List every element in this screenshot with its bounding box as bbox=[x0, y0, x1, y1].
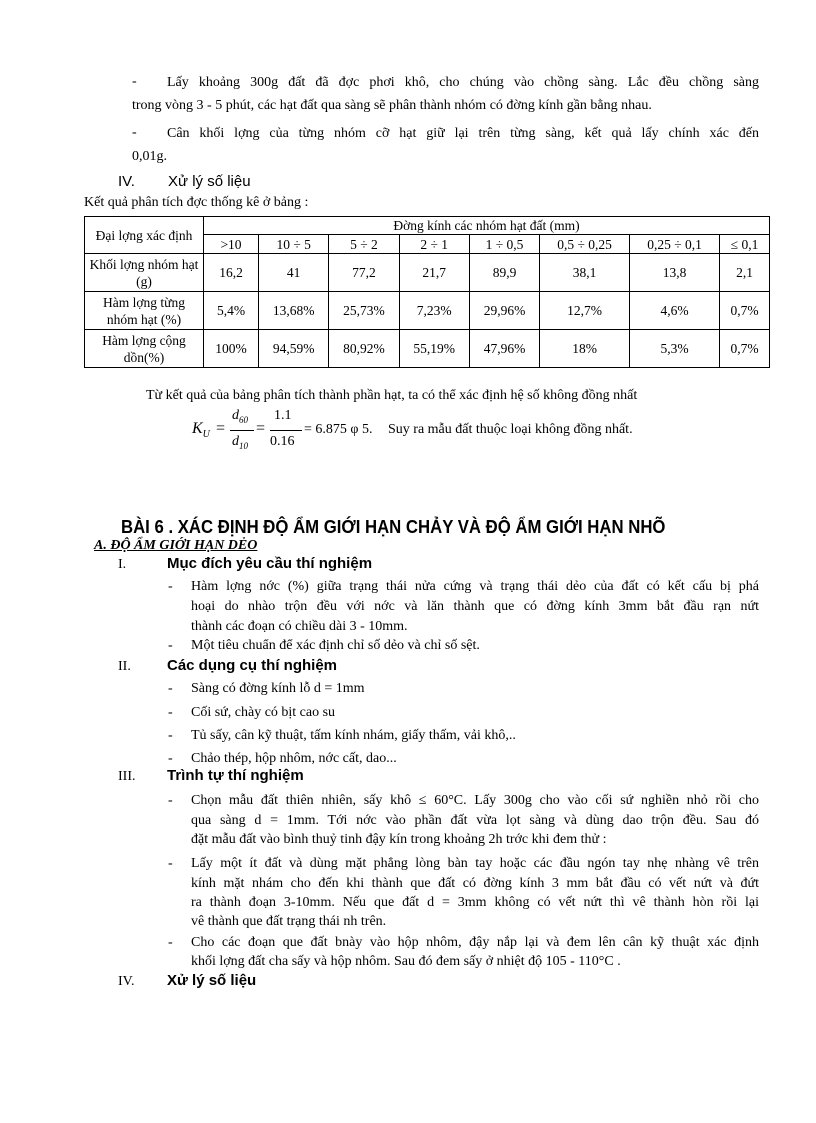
bullet-2-line-1: Cân khối lợng của từng nhóm cỡ hạt giữ lại trên từng sàng, kết quả lấy chính xác đến bbox=[167, 126, 759, 141]
table-cell: 41 bbox=[259, 254, 329, 292]
s3-item-2-l1: Lấy một ít đất và dùng mặt phẳng lòng bàn tay hoặc các đầu ngón tay nhẹ nhàng vê trên bbox=[191, 856, 759, 871]
bullet-dash: - bbox=[168, 681, 173, 696]
table-cell: 4,6% bbox=[630, 292, 720, 330]
fraction-bar bbox=[270, 430, 302, 431]
bullet-dash: - bbox=[132, 125, 137, 140]
conclusion-tail: Suy ra mẫu đất thuộc loại không đồng nhất. bbox=[388, 422, 633, 437]
table-cell: 77,2 bbox=[329, 254, 399, 292]
s3-item-2-l2: kính mặt nhám cho đến khi thành que đất có đờng kính 3 mm bắt đầu có vết nứt và đứt bbox=[191, 876, 759, 891]
table-corner-header: Đại lợng xác định bbox=[85, 217, 204, 254]
s1-item-1-l2: hoại do nhào trộn đều với nớc và lăn thành que có đờng kính 3mm bắt đầu rạn nứt bbox=[191, 599, 759, 614]
table-cell: 21,7 bbox=[399, 254, 469, 292]
fraction-bar bbox=[230, 430, 254, 431]
uniformity-formula bbox=[192, 408, 692, 454]
table-cell: 89,9 bbox=[469, 254, 539, 292]
s2-item: Cối sứ, chày có bịt cao su bbox=[191, 705, 336, 720]
table-intro: Kết quả phân tích đợc thống kê ở bảng : bbox=[84, 195, 309, 210]
table-cell: 55,19% bbox=[399, 330, 469, 368]
row-label: Hàm lợng từng nhóm hạt (%) bbox=[85, 292, 204, 330]
part-a-heading: A. ĐỘ ẨM GIỚI HẠN DẺO bbox=[94, 538, 258, 553]
d10: $d_{10}$ bbox=[232, 434, 248, 451]
lesson-6-title: BÀI 6 . XÁC ĐỊNH ĐỘ ẨM GIỚI HẠN CHẢY VÀ ĐỘ ẨM GIỚI HẠN NHÕ bbox=[121, 517, 666, 537]
denominator: 0.16 bbox=[270, 434, 295, 449]
equals-sign: = bbox=[256, 420, 266, 437]
s2-item: Chảo thép, hộp nhôm, nớc cất, dao... bbox=[191, 751, 397, 766]
col-header: 2 ÷ 1 bbox=[399, 235, 469, 254]
table-cell: 16,2 bbox=[204, 254, 259, 292]
table-cell: 0,7% bbox=[720, 292, 770, 330]
table-cell: 94,59% bbox=[259, 330, 329, 368]
table-cell: 2,1 bbox=[720, 254, 770, 292]
s2-title: Các dụng cụ thí nghiệm bbox=[167, 657, 338, 674]
s4-title: Xử lý số liệu bbox=[167, 972, 257, 989]
table-cell: 13,8 bbox=[630, 254, 720, 292]
bullet-dash: - bbox=[132, 74, 137, 89]
table-group-header: Đờng kính các nhóm hạt đất (mm) bbox=[204, 217, 770, 235]
s3-title: Trình tự thí nghiệm bbox=[167, 767, 304, 784]
section-4-number: IV. bbox=[118, 173, 135, 190]
d60: $d_{60}$ bbox=[232, 408, 248, 425]
formula-result: = 6.875 φ 5. bbox=[304, 422, 373, 437]
bullet-dash: - bbox=[168, 728, 173, 743]
table-cell: 7,23% bbox=[399, 292, 469, 330]
row-label: Hàm lợng cộng dồn(%) bbox=[85, 330, 204, 368]
s3-item-3-l2: khối lợng đất cha sấy và hộp nhôm. Sau đó đem sấy ở nhiệt độ 105 - 110°C . bbox=[191, 954, 621, 969]
s3-item-2-l3: ra thành đoạn 3-10mm. Nếu que đất d = 3mm không có vết nứt thì vê thành hòn rồi lại bbox=[191, 895, 759, 910]
s2-item: Tủ sấy, cân kỹ thuật, tấm kính nhám, giấy thấm, vải khô,.. bbox=[191, 728, 516, 743]
table-cell: 29,96% bbox=[469, 292, 539, 330]
s2-number: II. bbox=[118, 659, 131, 674]
table-cell: 0,7% bbox=[720, 330, 770, 368]
s3-item-1-l3: đặt mẫu đất vào bình thuỷ tinh đậy kín trong khoảng 2h trớc khi đem thử : bbox=[191, 832, 607, 847]
bullet-dash: - bbox=[168, 638, 173, 653]
s1-item-2: Một tiêu chuẩn để xác định chỉ số dẻo và chỉ số sệt. bbox=[191, 638, 480, 653]
s3-number: III. bbox=[118, 769, 136, 784]
table-cell: 25,73% bbox=[329, 292, 399, 330]
table-cell: 38,1 bbox=[540, 254, 630, 292]
col-header: 0,5 ÷ 0,25 bbox=[540, 235, 630, 254]
table-cell: 13,68% bbox=[259, 292, 329, 330]
table-cell: 5,3% bbox=[630, 330, 720, 368]
bullet-2-line-2: 0,01g. bbox=[132, 149, 167, 164]
s1-item-1-l1: Hàm lợng nớc (%) giữa trạng thái nửa cứng và trạng thái dẻo của đất có kết cấu bị phá bbox=[191, 579, 759, 594]
table-cell: 100% bbox=[204, 330, 259, 368]
table-cell: 47,96% bbox=[469, 330, 539, 368]
s3-item-1-l2: qua sàng d = 1mm. Tới nớc vào phần đất vừa lọt sàng và dùng dao trộn đều. Sau đó bbox=[191, 813, 759, 828]
s1-item-1-l3: thành các đoạn có chiều dài 3 - 10mm. bbox=[191, 619, 408, 634]
bullet-1-line-1: Lấy khoảng 300g đất đã đợc phơi khô, cho chúng vào chồng sàng. Lắc đều chồng sàng bbox=[167, 75, 759, 90]
s3-item-2-l4: vê thành que đất trạng thái nh trên. bbox=[191, 914, 387, 929]
col-header: ≤ 0,1 bbox=[720, 235, 770, 254]
bullet-dash: - bbox=[168, 935, 173, 950]
section-4-title: Xử lý số liệu bbox=[168, 173, 251, 190]
row-label: Khối lợng nhóm hạt (g) bbox=[85, 254, 204, 292]
table-cell: 18% bbox=[540, 330, 630, 368]
s3-item-1-l1: Chọn mẫu đất thiên nhiên, sấy khô ≤ 60°C. Lấy 300g cho vào cối sứ nghiền nhỏ rồi cho bbox=[191, 793, 759, 808]
s1-title: Mục đích yêu cầu thí nghiệm bbox=[167, 555, 373, 572]
col-header: 0,25 ÷ 0,1 bbox=[630, 235, 720, 254]
table-cell: 12,7% bbox=[540, 292, 630, 330]
bullet-dash: - bbox=[168, 856, 173, 871]
col-header: 10 ÷ 5 bbox=[259, 235, 329, 254]
bullet-dash: - bbox=[168, 579, 173, 594]
col-header: 5 ÷ 2 bbox=[329, 235, 399, 254]
s4-number: IV. bbox=[118, 974, 135, 989]
bullet-1-line-2: trong vòng 3 - 5 phút, các hạt đất qua sàng sẽ phân thành nhóm có đờng kính gần bằng nhau. bbox=[132, 98, 652, 113]
bullet-dash: - bbox=[168, 751, 173, 766]
s1-number: I. bbox=[118, 557, 127, 572]
table-cell: 5,4% bbox=[204, 292, 259, 330]
col-header: >10 bbox=[204, 235, 259, 254]
col-header: 1 ÷ 0,5 bbox=[469, 235, 539, 254]
table-cell: 80,92% bbox=[329, 330, 399, 368]
bullet-dash: - bbox=[168, 705, 173, 720]
bullet-dash: - bbox=[168, 793, 173, 808]
conclusion-line: Từ kết quả của bảng phân tích thành phần hạt, ta có thể xác định hệ số không đồng nhất bbox=[146, 388, 638, 403]
ku-symbol: $K_U$ bbox=[192, 420, 210, 441]
numerator: 1.1 bbox=[274, 408, 292, 423]
grain-size-table bbox=[84, 216, 770, 368]
s2-item: Sàng có đờng kính lỗ d = 1mm bbox=[191, 681, 365, 696]
s3-item-3-l1: Cho các đoạn que đất bnày vào hộp nhôm, đậy nắp lại và đem lên cân kỹ thuật xác định bbox=[191, 935, 759, 950]
equals-sign: = bbox=[216, 420, 226, 437]
